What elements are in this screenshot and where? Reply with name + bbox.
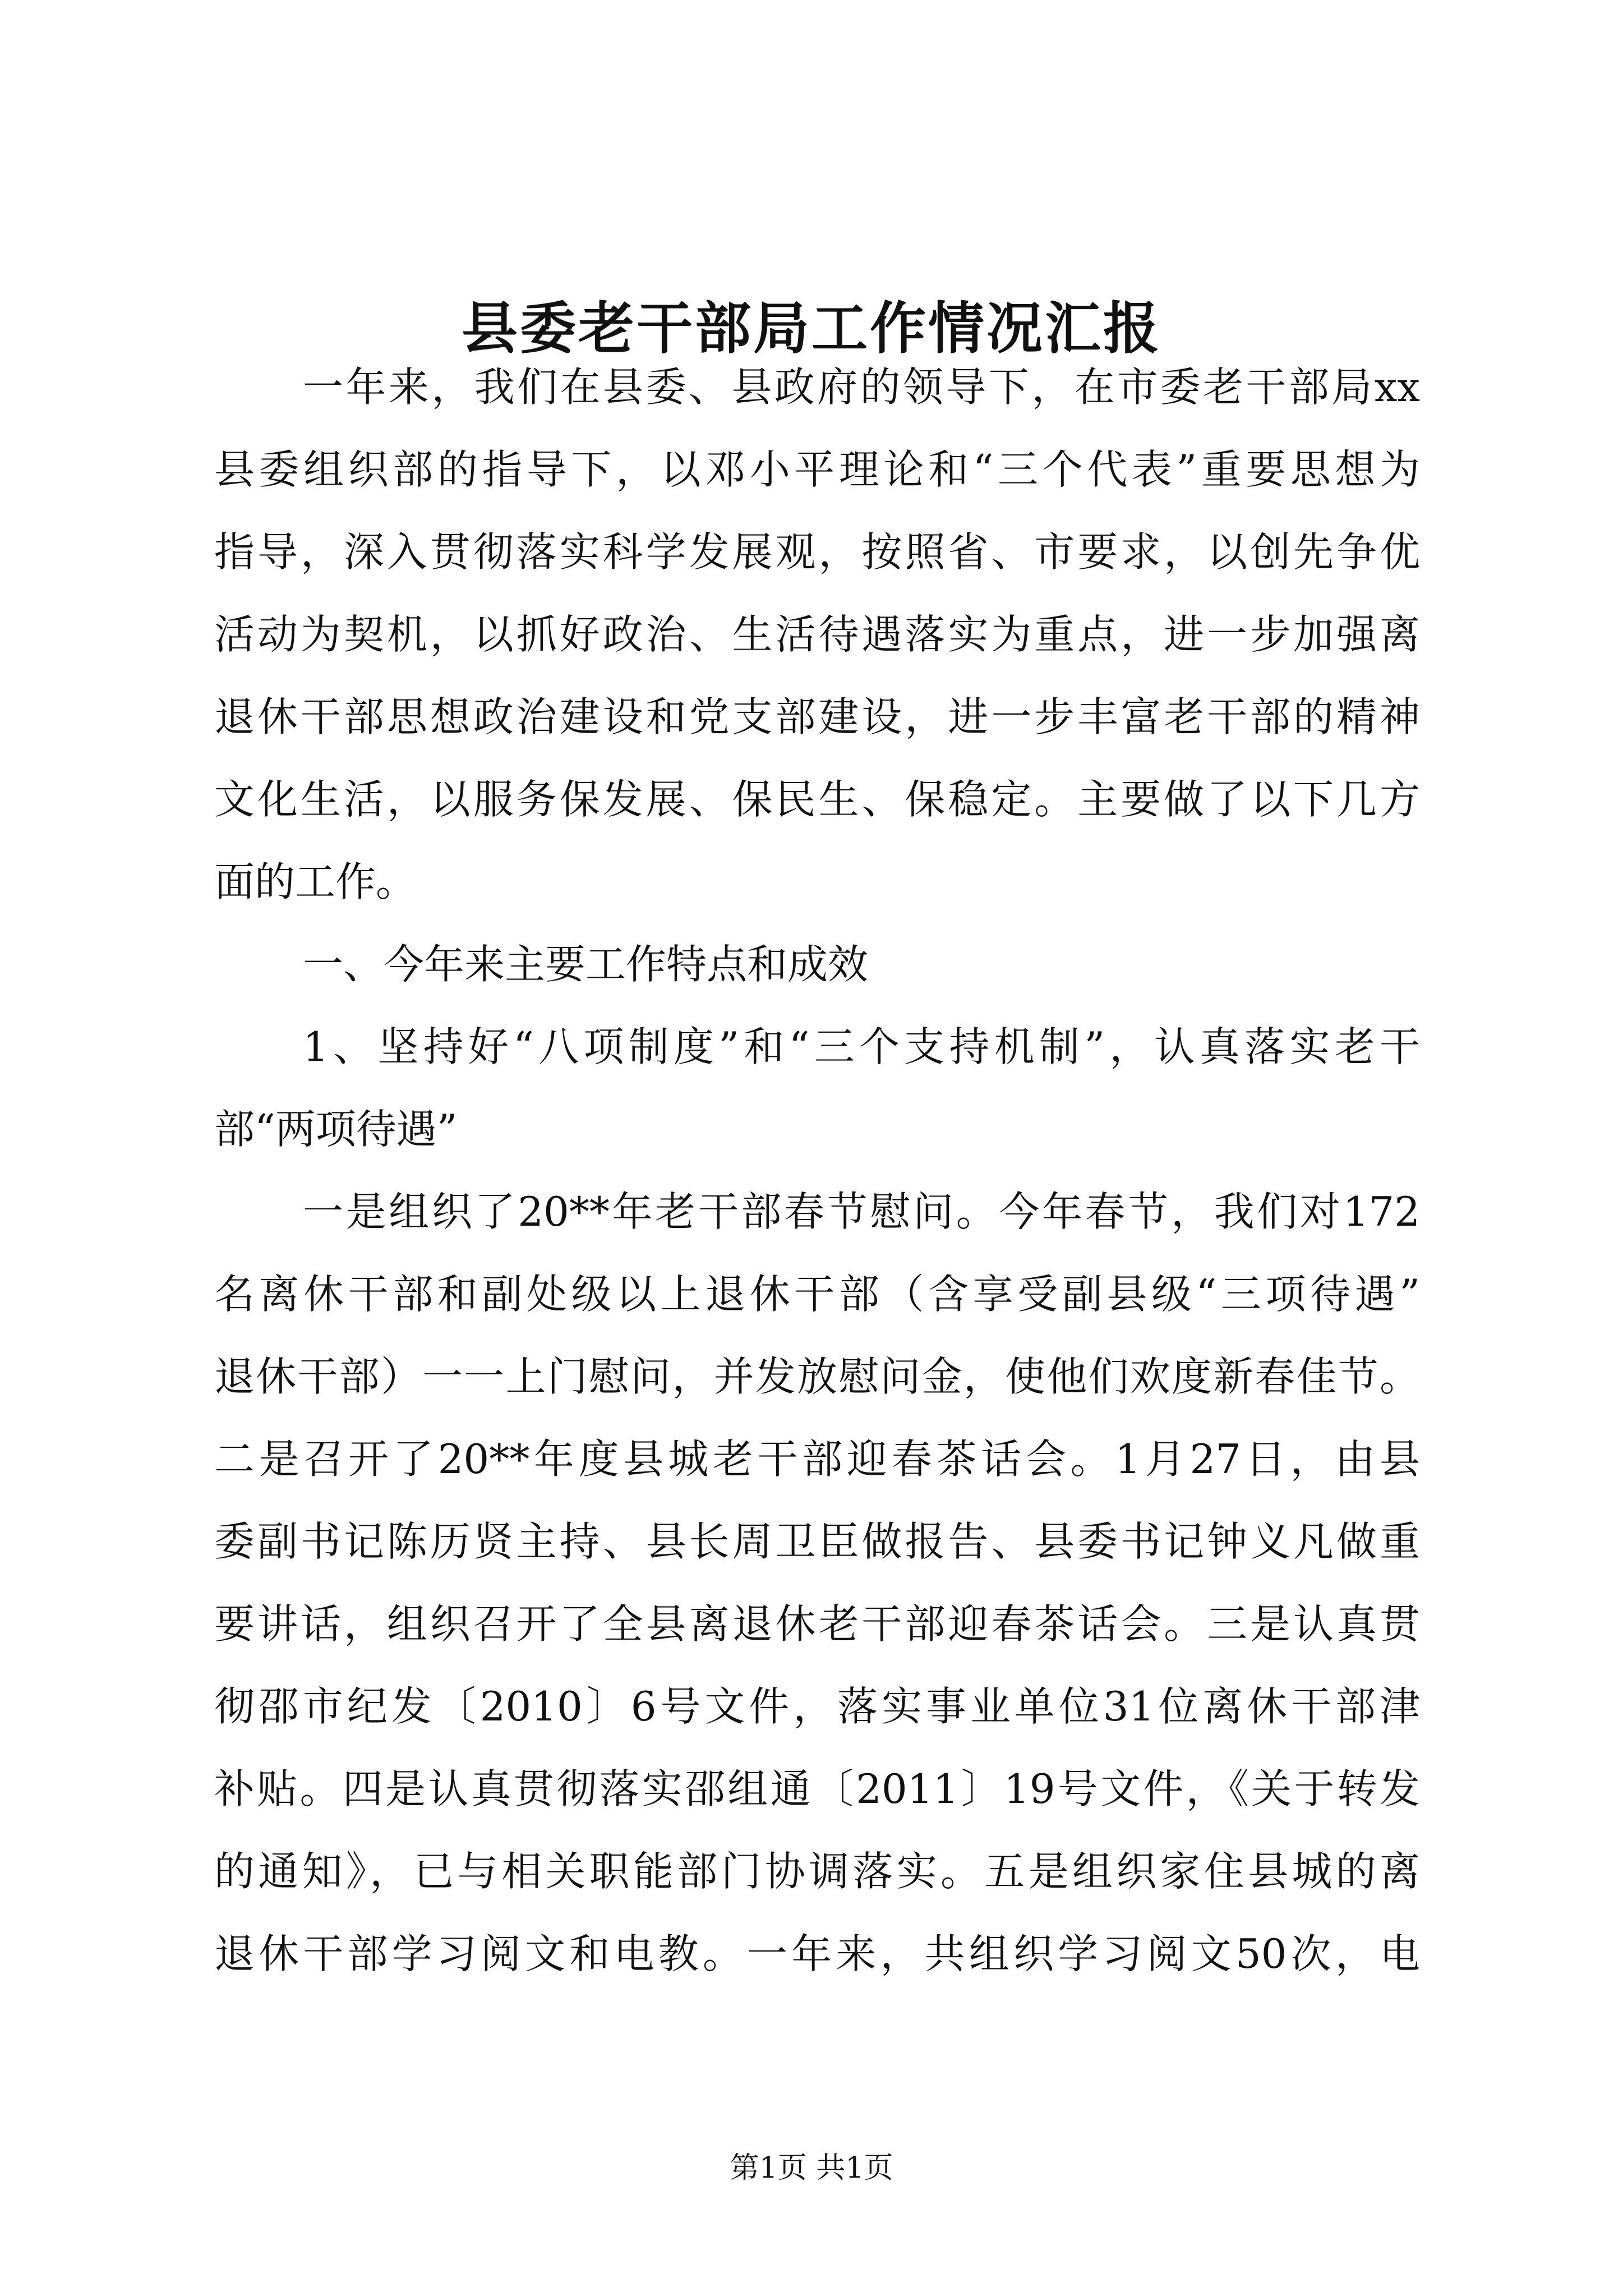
body-line: 要讲话，组织召开了全县离退休老干部迎春茶话会。三是认真贯 <box>214 1600 1420 1648</box>
body-line: 面的工作。 <box>214 858 417 905</box>
body-line: 二是召开了20**年度县城老干部迎春茶话会。1月27日，由县 <box>214 1435 1420 1483</box>
body-line: 一是组织了20**年老干部春节慰问。今年春节，我们对172 <box>303 1188 1420 1235</box>
section-heading: 一、今年来主要工作特点和成效 <box>303 941 869 988</box>
body-line: 一年来，我们在县委、县政府的领导下，在市委老干部局xx <box>303 364 1420 411</box>
body-line: 退休干部学习阅文和电教。一年来，共组织学习阅文50次，电 <box>214 1930 1420 1977</box>
body-line: 彻邵市纪发〔2010〕6号文件，落实事业单位31位离休干部津 <box>214 1683 1420 1730</box>
page-footer: 第1页 共1页 <box>730 2151 893 2185</box>
document-title: 县委老干部局工作情况汇报 <box>462 295 1161 361</box>
body-line: 的通知》，已与相关职能部门协调落实。五是组织家住县城的离 <box>214 1848 1420 1895</box>
body-line: 文化生活，以服务保发展、保民生、保稳定。主要做了以下几方 <box>214 776 1420 823</box>
body-line: 委副书记陈历贤主持、县长周卫臣做报告、县委书记钟义凡做重 <box>214 1518 1420 1565</box>
body-line: 退休干部）一一上门慰问，并发放慰问金，使他们欢度新春佳节。 <box>214 1353 1420 1400</box>
subsection-heading: 部“两项待遇” <box>214 1106 458 1153</box>
body-line: 退休干部思想政治建设和党支部建设，进一步丰富老干部的精神 <box>214 693 1420 740</box>
subsection-heading: 1、坚持好“八项制度”和“三个支持机制”，认真落实老干 <box>303 1023 1420 1070</box>
body-line: 指导，深入贯彻落实科学发展观，按照省、市要求，以创先争优 <box>214 528 1420 576</box>
body-line: 名离休干部和副处级以上退休干部（含享受副县级“三项待遇” <box>214 1271 1420 1318</box>
body-line: 活动为契机，以抓好政治、生活待遇落实为重点，进一步加强离 <box>214 611 1420 658</box>
body-line: 补贴。四是认真贯彻落实邵组通〔2011〕19号文件，《关于转发 <box>214 1765 1420 1812</box>
body-line: 县委组织部的指导下，以邓小平理论和“三个代表”重要思想为 <box>214 446 1420 493</box>
